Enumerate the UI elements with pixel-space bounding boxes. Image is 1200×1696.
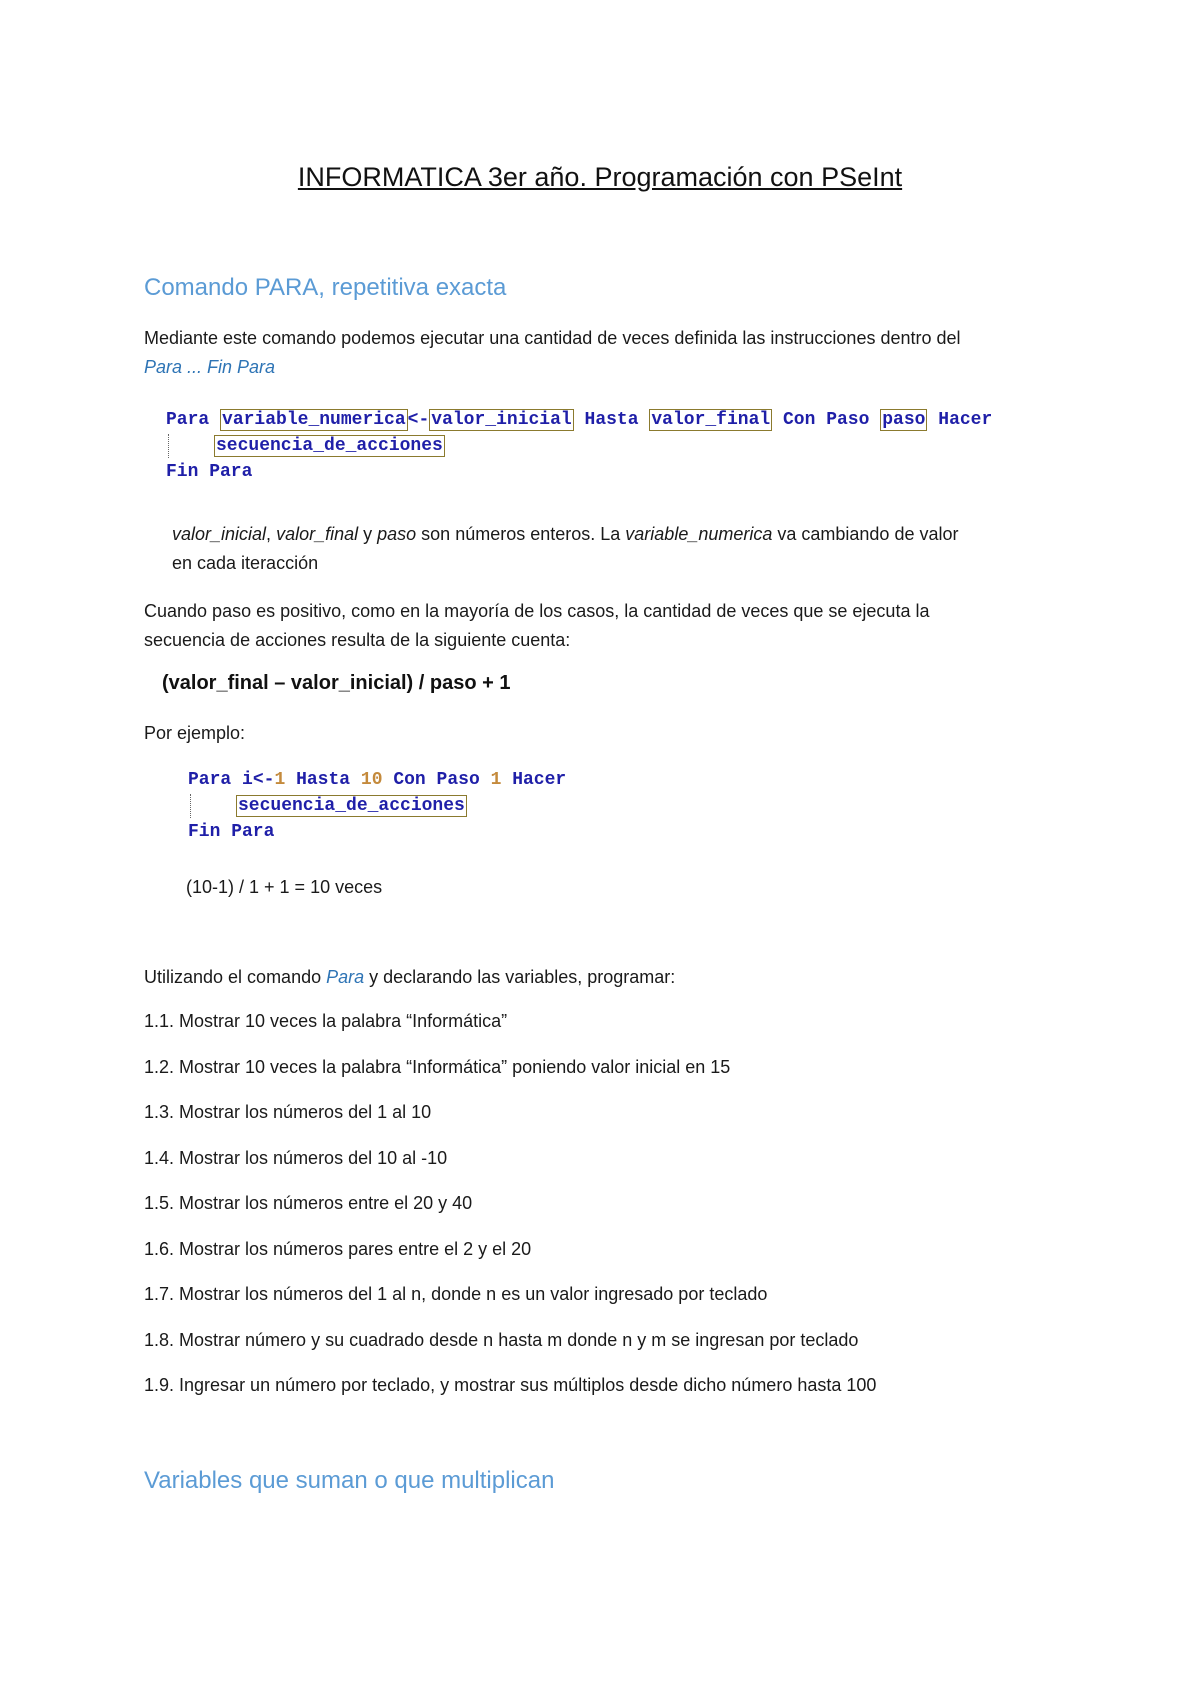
page-title: INFORMATICA 3er año. Programación con PSeInt [297,162,903,192]
when-paragraph-line1: Cuando paso es positivo, como en la mayoría de los casos, la cantidad de veces que se ejecuta la [144,601,930,621]
example-label: Por ejemplo: [144,723,246,743]
keyword-con-paso: Con Paso [783,410,870,430]
placeholder-body: secuencia_de_acciones [238,796,465,816]
keyword-hasta: Hasta [296,770,351,790]
assign-operator: <- [252,770,275,790]
example-paso: 1 [490,770,502,790]
placeholder-final: valor_final [651,410,771,430]
exercises-intro: Utilizando el comando Para y declarando las variables, programar: [144,967,676,987]
example-init: 1 [274,770,286,790]
exercise-item: 1.9. Ingresar un número por teclado, y mostrar sus múltiplos desde dicho número hasta 100 [144,1375,877,1395]
when-paragraph-line2: secuencia de acciones resulta de la siguiente cuenta: [144,630,571,650]
keyword-para: Para [166,410,210,430]
keyword-hacer: Hacer [938,410,993,430]
exercise-item: 1.1. Mostrar 10 veces la palabra “Informática” [144,1011,508,1031]
note-line2: en cada iteracción [172,553,319,573]
keyword-hasta: Hasta [584,410,639,430]
exercise-item: 1.6. Mostrar los números pares entre el 2 y el 20 [144,1239,532,1259]
example-line-1 [188,770,566,790]
exercise-item: 1.8. Mostrar número y su cuadrado desde n hasta m donde n y m se ingresan por teclado [144,1330,859,1350]
indent-guide [168,434,169,458]
example-final: 10 [360,770,383,790]
syntax-line-2 [214,436,445,456]
keyword-hacer: Hacer [512,770,567,790]
exercise-item: 1.2. Mostrar 10 veces la palabra “Informática” poniendo valor inicial en 15 [144,1057,731,1077]
assign-operator: <- [407,410,430,430]
exercise-item: 1.3. Mostrar los números del 1 al 10 [144,1102,432,1122]
note-line1: valor_inicial, valor_final y paso son números enteros. La variable_numerica va cambiando de valor [172,524,959,544]
section-heading-variables: Variables que suman o que multiplican [144,1467,555,1494]
formula: (valor_final – valor_inicial) / paso + 1 [162,672,511,694]
example-line-3: Fin Para [188,822,275,842]
indent-guide [190,794,191,818]
syntax-line-1 [166,410,992,430]
placeholder-variable: variable_numerica [222,410,406,430]
example-line-2 [236,796,467,816]
exercise-item: 1.4. Mostrar los números del 10 al -10 [144,1148,448,1168]
keyword-con-paso: Con Paso [393,770,480,790]
placeholder-paso: paso [882,410,926,430]
keyword-para: Para [188,770,232,790]
placeholder-init: valor_inicial [431,410,572,430]
exercise-item: 1.7. Mostrar los números del 1 al n, donde n es un valor ingresado por teclado [144,1284,768,1304]
example-variable: i [242,770,253,790]
placeholder-body: secuencia_de_acciones [216,436,443,456]
syntax-line-3: Fin Para [166,462,253,482]
intro-paragraph-line2: Para ... Fin Para [144,357,276,377]
exercise-item: 1.5. Mostrar los números entre el 20 y 40 [144,1193,473,1213]
example-result: (10-1) / 1 + 1 = 10 veces [186,877,383,897]
section-heading-para: Comando PARA, repetitiva exacta [144,274,507,301]
intro-paragraph-line1: Mediante este comando podemos ejecutar una cantidad de veces definida las instrucciones dentro del [144,328,961,348]
